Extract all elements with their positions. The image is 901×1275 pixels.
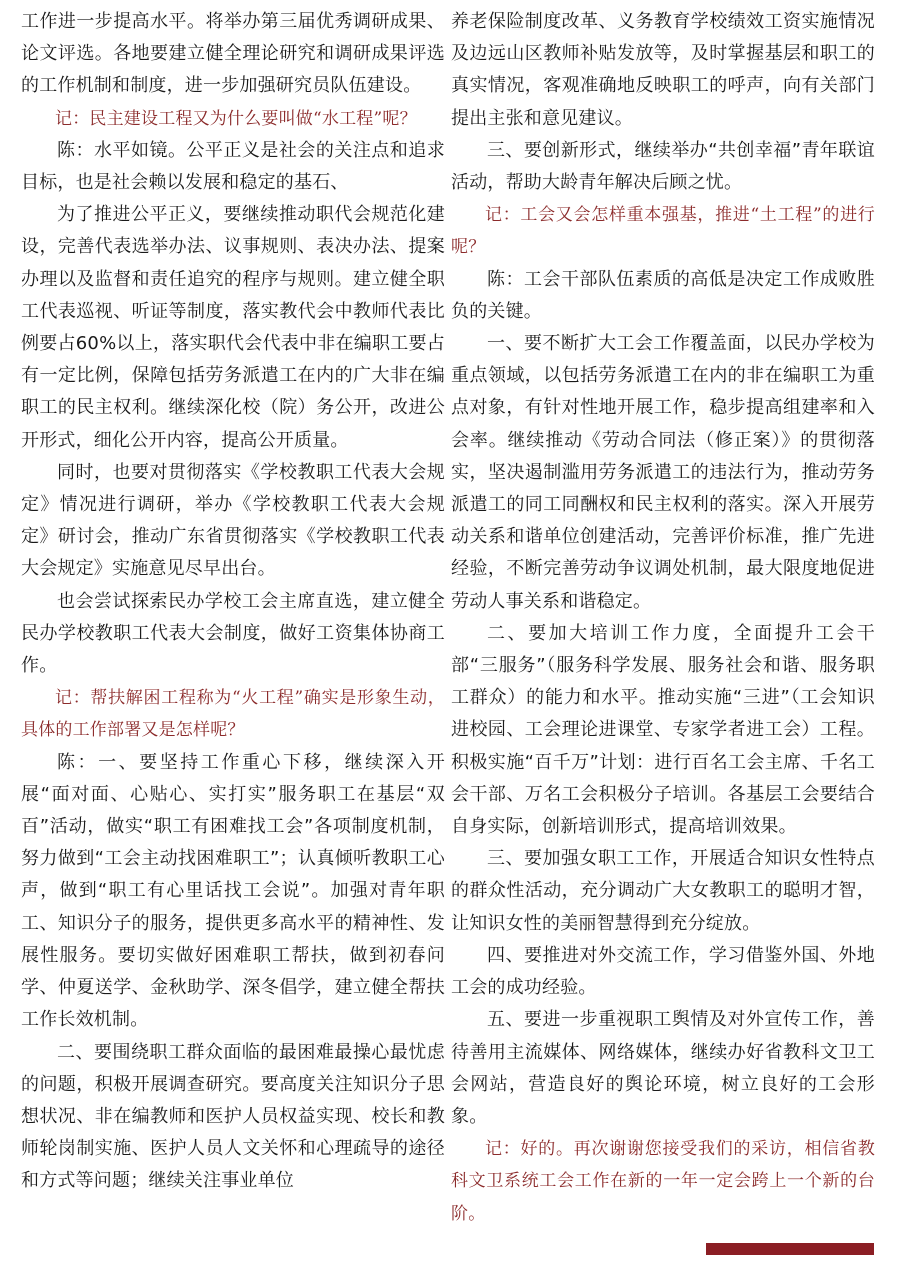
interviewer-question: 记：帮扶解困工程称为“火工程”确实是形象生动，具体的工作部署又是怎样呢？ bbox=[21, 688, 445, 741]
paragraph: 养老保险制度改革、义务教育学校绩效工资实施情况及边远山区教师补贴发放等，及时掌握基层和职工的真实情况，客观准确地反映职工的呼声，向有关部门提出主张和意见建议。 bbox=[451, 11, 875, 129]
interviewer-question: 记：民主建设工程又为什么要叫做“水工程”呢？ bbox=[55, 108, 417, 129]
paragraph: 为了推进公平正义，要继续推动职代会规范化建设，完善代表选举办法、议事规则、表决办法、提案办理以及监督和责任追究的程序与规则。建立健全职工代表巡视、听证等制度，落实教代会中教师代表比例要占60%以上，落实职代会代表中非在编职工要占有一定比例，保障包括劳务派遣工在内的广大非在编职工的民主权利。继续深化校（院）务公开，改进公开形式，细化公开内容，提高公开质量。 bbox=[21, 204, 445, 451]
left-column bbox=[21, 6, 445, 1198]
paragraph: 也会尝试探索民办学校工会主席直选，建立健全民办学校教职工代表大会制度，做好工资集体协商工作。 bbox=[21, 590, 445, 677]
paragraph: 五、要进一步重视职工舆情及对外宣传工作，善待善用主流媒体、网络媒体，继续办好省教科文卫工会网站，营造良好的舆论环境，树立良好的工会形象。 bbox=[451, 1009, 875, 1127]
paragraph: 三、要创新形式，继续举办“共创幸福”青年联谊活动，帮助大龄青年解决后顾之忧。 bbox=[451, 139, 875, 194]
page-accent-bar bbox=[706, 1243, 874, 1255]
interviewer-question: 记：工会又会怎样重本强基，推进“土工程”的进行呢？ bbox=[451, 205, 875, 258]
right-column bbox=[451, 6, 875, 1230]
paragraph: 二、要围绕职工群众面临的最困难最操心最忧虑的问题，积极开展调查研究。要高度关注知识分子思想状况、非在编教师和医护人员权益实现、校长和教师轮岗制实施、医护人员人文关怀和心理疏导的途径和方式等问题；继续关注事业单位 bbox=[21, 1041, 445, 1192]
paragraph: 陈：水平如镜。公平正义是社会的关注点和追求目标，也是社会赖以发展和稳定的基石、 bbox=[21, 139, 445, 194]
paragraph: 二、要加大培训工作力度，全面提升工会干部“三服务”（服务科学发展、服务社会和谐、服务职工群众）的能力和水平。推动实施“三进”（工会知识进校园、工会理论进课堂、专家学者进工会）工程。积极实施“百千万”计划：进行百名工会主席、千名工会干部、万名工会积极分子培训。各基层工会要结合自身实际，创新培训形式，提高培训效果。 bbox=[451, 622, 875, 838]
paragraph: 四、要推进对外交流工作，学习借鉴外国、外地工会的成功经验。 bbox=[451, 944, 875, 999]
paragraph: 同时，也要对贯彻落实《学校教职工代表大会规定》情况进行调研，举办《学校教职工代表大会规定》研讨会，推动广东省贯彻落实《学校教职工代表大会规定》实施意见尽早出台。 bbox=[21, 461, 445, 580]
paragraph: 工作进一步提高水平。将举办第三届优秀调研成果、论文评选。各地要建立健全理论研究和调研成果评选的工作机制和制度，进一步加强研究员队伍建设。 bbox=[21, 11, 445, 97]
paragraph: 三、要加强女职工工作，开展适合知识女性特点的群众性活动，充分调动广大女教职工的聪明才智，让知识女性的美丽智慧得到充分绽放。 bbox=[451, 848, 875, 934]
paragraph: 一、要不断扩大工会工作覆盖面，以民办学校为重点领域，以包括劳务派遣工在内的非在编职工为重点对象，有针对性地开展工作，稳步提高组建率和入会率。继续推动《劳动合同法（修正案）》的贯彻落实，坚决遏制滥用劳务派遣工的违法行为，推动劳务派遣工的同工同酬权和民主权利的落实。深入开展劳动关系和谐单位创建活动，完善评价标准，推广先进经验，不断完善劳动争议调处机制，最大限度地促进劳动人事关系和谐稳定。 bbox=[451, 333, 875, 612]
paragraph: 陈：一、要坚持工作重心下移，继续深入开展“面对面、心贴心、实打实”服务职工在基层“双百”活动，做实“职工有困难找工会”各项制度机制，努力做到“工会主动找困难职工”；认真倾听教职工心声，做到“职工有心里话找工会说”。加强对青年职工、知识分子的服务，提供更多高水平的精神性、发展性服务。要切实做好困难职工帮扶，做到初春问学、仲夏送学、金秋助学、深冬倡学，建立健全帮扶工作长效机制。 bbox=[21, 751, 445, 1031]
interviewer-question: 记：好的。再次谢谢您接受我们的采访，相信省教科文卫系统工会工作在新的一年一定会跨上一个新的台阶。 bbox=[451, 1139, 875, 1224]
paragraph: 陈：工会干部队伍素质的高低是决定工作成败胜负的关键。 bbox=[451, 268, 875, 322]
